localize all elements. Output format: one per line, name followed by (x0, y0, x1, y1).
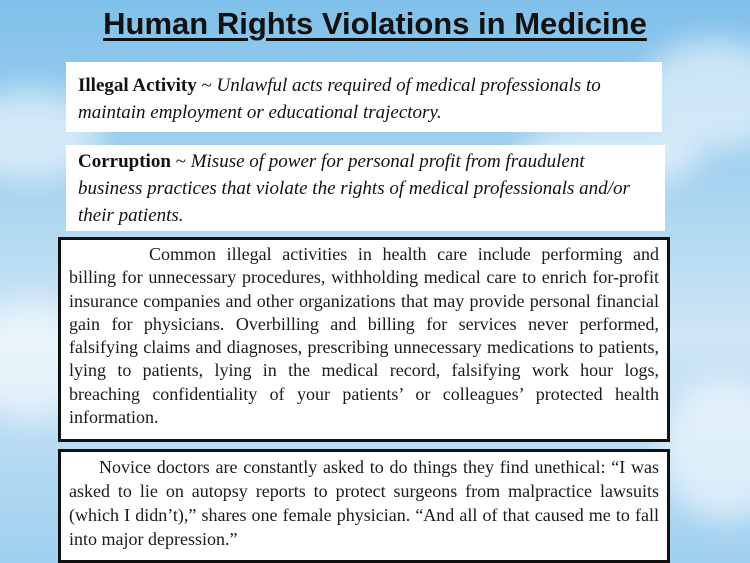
cloud-decoration (660, 380, 750, 520)
paragraph-illegal-activities: Common illegal activities in health care include performing and billing for unnecessary procedures, withholding medical care to enrich for-profit insurance companies and other organizations that may provide personal financial gain for physicians. Overbilling and billing for services never performed, falsifying claims and diagnoses, prescribing unnecessary medications to patients, lying to patients, lying in the medical record, falsifying work hour logs, breaching confidentiality of your patients’ or colleagues’ protected health information. (58, 237, 670, 442)
definition-meaning: Misuse of power for personal profit from fraudulent business practices that violate the rights of medical professionals and/or their patients. (78, 151, 630, 226)
page-title: Human Rights Violations in Medicine (103, 6, 647, 41)
definition-meaning: Unlawful acts required of medical professionals to maintain employment or educational trajectory. (78, 75, 601, 123)
paragraph-novice-doctors-quote: Novice doctors are constantly asked to do things they find unethical: “I was asked to lie on autopsy reports to protect surgeons from malpractice lawsuits (which I didn’t),” shares one female physician. “And all of that caused me to fall into major depression.” (58, 449, 670, 563)
definition-separator: ~ (170, 151, 191, 172)
definition-corruption (66, 145, 665, 231)
definition-term: Corruption (78, 151, 171, 172)
definition-term: Illegal Activity (78, 75, 197, 96)
definition-separator: ~ (196, 75, 217, 96)
definition-illegal-activity (66, 62, 662, 132)
